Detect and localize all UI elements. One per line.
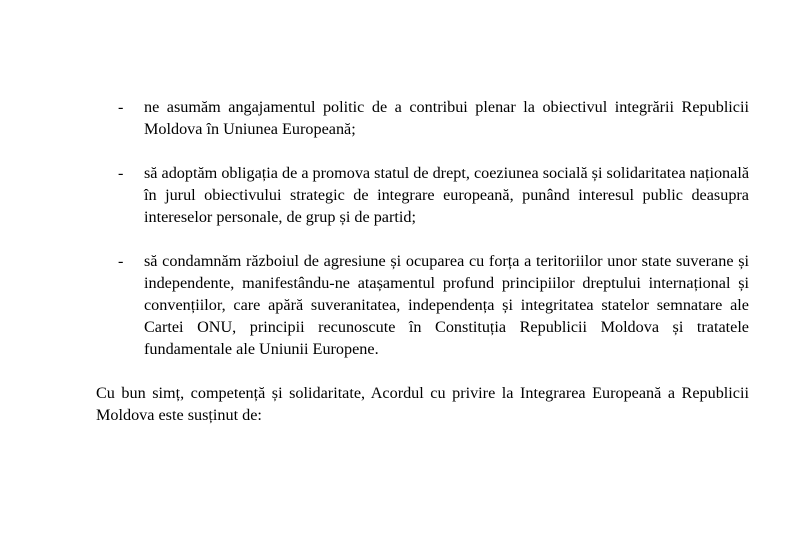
bullet-marker: -: [118, 98, 124, 116]
bullet-item-condemn-aggression: [118, 250, 749, 360]
bullet-marker: -: [118, 164, 124, 182]
bullet-text: să condamnăm războiul de agresiune și ocuparea cu forța a teritoriilor unor state suverane și independente, manifestându-ne atașamentul profund principiilor dreptului internațional și convențiilor, care apără suveranitatea, independența și integritatea statelor semnatare ale Cartei ONU, principii recunoscute în Constituția Republicii Moldova și tratatele fundamentale ale Uniunii Europene.: [144, 252, 749, 358]
bullet-item-political-commitment: [118, 96, 749, 140]
bullet-marker: -: [118, 252, 124, 270]
closing-paragraph: Cu bun simț, competență și solidaritate, Acordul cu privire la Integrarea Europeană a Republicii Moldova este susținut de:: [96, 384, 749, 424]
bullet-text: ne asumăm angajamentul politic de a contribui plenar la obiectivul integrării Republicii Moldova în Uniunea Europeană;: [144, 98, 749, 138]
bullet-item-rule-of-law: [118, 162, 749, 228]
bullet-text: să adoptăm obligația de a promova statul de drept, coeziunea socială și solidaritatea națională în jurul obiectivului strategic de integrare europeană, punând interesul public deasupra intereselor personale, de grup și de partid;: [144, 164, 750, 226]
